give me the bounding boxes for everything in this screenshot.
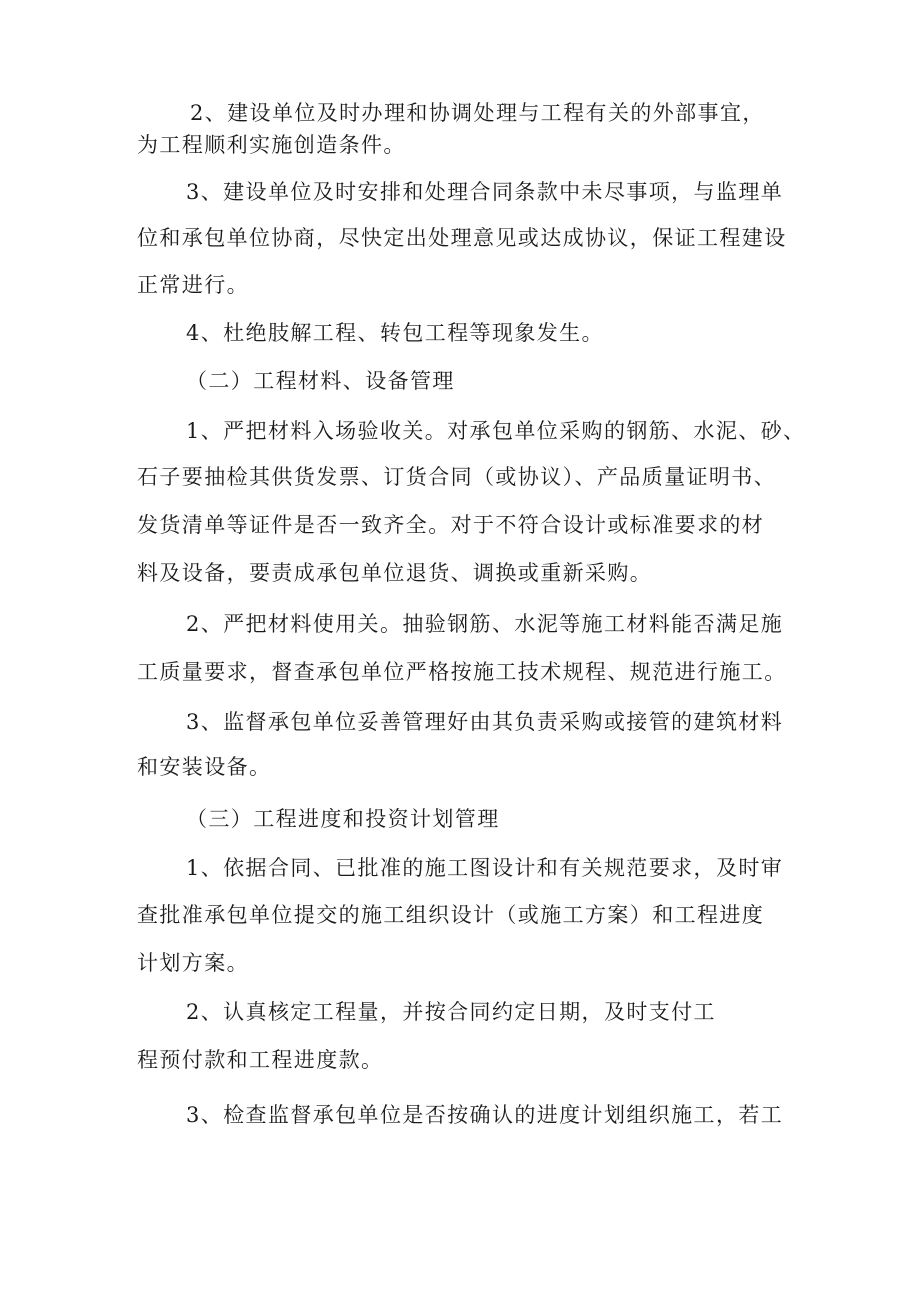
paragraph-line: 和安装设备。 [137,755,272,779]
paragraph-line: 1、依据合同、已批准的施工图设计和有关规范要求，及时审 [186,856,784,880]
paragraph-line: 查批准承包单位提交的施工组织设计（或施工方案）和工程进度 [137,903,765,927]
paragraph-line: 4、杜绝肢解工程、转包工程等现象发生。 [186,321,604,345]
paragraph-line: 2、建设单位及时办理和协调处理与工程有关的外部事宜， [190,101,765,125]
paragraph-line: 1、严把材料入场验收关。对承包单位采购的钢筋、水泥、砂、 [186,419,806,443]
section-heading: （二）工程材料、设备管理 [186,369,455,393]
paragraph-line: 位和承包单位协商，尽快定出处理意见或达成协议，保证工程建设 [137,226,787,250]
paragraph-line: 2、认真核定工程量，并按合同约定日期，及时支付工 [186,1000,716,1024]
paragraph-line: 程预付款和工程进度款。 [137,1048,384,1072]
paragraph-line: 计划方案。 [137,951,249,975]
paragraph-line: 工质量要求，督查承包单位严格按施工技术规程、规范进行施工。 [137,660,787,684]
section-heading: （三）工程进度和投资计划管理 [186,807,500,831]
paragraph-line: 2、严把材料使用关。抽验钢筋、水泥等施工材料能否满足施 [186,612,784,636]
paragraph-line: 3、建设单位及时安排和处理合同条款中未尽事项，与监理单 [186,180,784,204]
paragraph-line: 石子要抽检其供货发票、订货合同（或协议）、产品质量证明书、 [137,465,777,489]
paragraph-line: 正常进行。 [137,273,249,297]
paragraph-line: 为工程顺利实施创造条件。 [137,133,406,157]
paragraph-line: 料及设备，要责成承包单位退货、调换或重新采购。 [137,561,653,585]
paragraph-line: 3、检查监督承包单位是否按确认的进度计划组织施工，若工 [186,1103,784,1127]
paragraph-line: 发货清单等证件是否一致齐全。对于不符合设计或标准要求的材 [137,513,765,537]
paragraph-line: 3、监督承包单位妥善管理好由其负责采购或接管的建筑材料 [186,710,784,734]
